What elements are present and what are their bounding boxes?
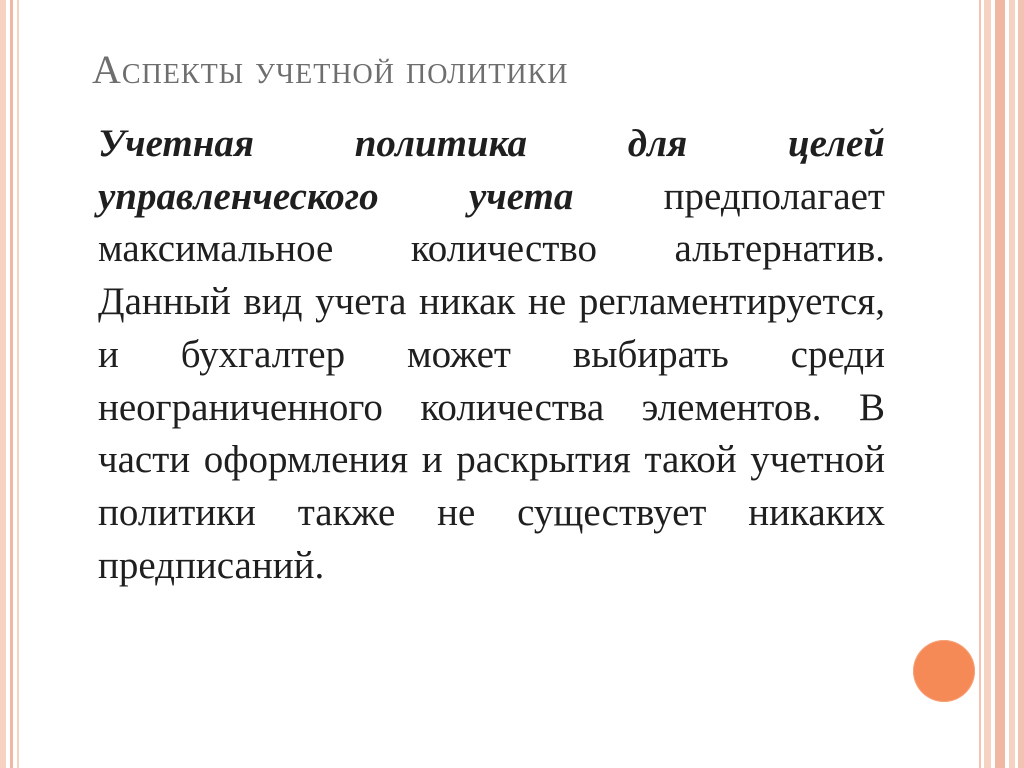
right-frame-stripe <box>984 0 991 768</box>
right-frame-stripe <box>979 0 981 768</box>
left-frame-stripe <box>0 0 6 768</box>
right-frame-stripe <box>995 0 1005 768</box>
slide-title: Аспекты учетной политики <box>92 47 569 92</box>
decorative-orange-circle <box>913 640 975 702</box>
right-frame-stripe <box>1009 0 1015 768</box>
paragraph-text: предполагает максимальное количество альтернатив. Данный вид учета никак не регламентируется, и бухгалтер может выбирать среди неограниченного количества элементов. В части оформления и раскрытия такой учетной политики также не существует никаких предписаний. <box>98 174 885 587</box>
emphasized-phrase: Учетная политика для целей управленческого учета <box>98 122 885 218</box>
right-frame-stripe <box>1018 0 1024 768</box>
left-frame-stripe <box>10 0 13 768</box>
slide-body-paragraph <box>98 118 885 592</box>
left-frame-stripe <box>17 0 19 768</box>
